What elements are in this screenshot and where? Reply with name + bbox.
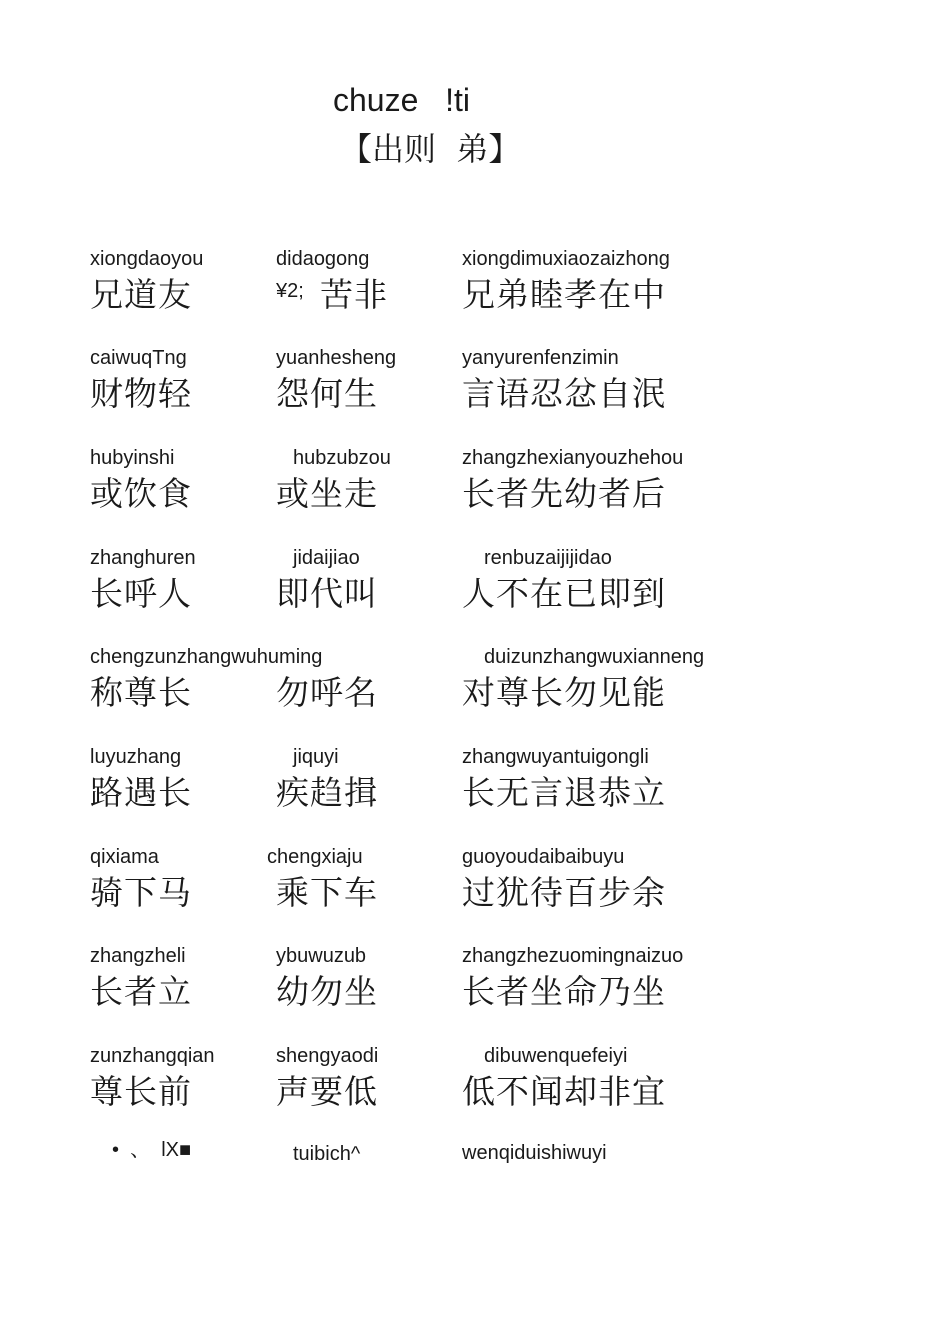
verse-row-5	[0, 645, 950, 735]
verse-text: 兄弟睦孝在中	[462, 275, 666, 314]
verse-text: 过犹待百步余	[462, 873, 666, 912]
pinyin-line: zunzhangqian	[90, 1045, 215, 1067]
verse-text: 称尊长	[90, 673, 192, 712]
pinyin-line: dibuwenquefeiyi	[484, 1045, 628, 1067]
title-chinese: 【出则 弟】	[340, 130, 521, 168]
verse-text: 即代叫	[276, 574, 378, 613]
pinyin-line: yanyurenfenzimin	[462, 347, 619, 369]
verse-text: 兄道友	[90, 275, 192, 314]
verse-text: 或坐走	[276, 474, 378, 513]
pinyin-line: xiongdimuxiaozaizhong	[462, 248, 670, 270]
verse-row-9	[0, 1044, 950, 1134]
verse-row-8	[0, 944, 950, 1034]
pinyin-line: zhangwuyantuigongli	[462, 746, 649, 768]
verse-text: 幼勿坐	[276, 972, 378, 1011]
pinyin-line: xiongdaoyou	[90, 248, 204, 270]
verse-text: 尊长前	[90, 1072, 192, 1111]
verse-text: 疾趋揖	[276, 773, 378, 812]
pinyin-line: chengxiaju	[267, 846, 363, 868]
verse-text: 乘下车	[276, 873, 378, 912]
verse-text: 或饮食	[90, 474, 192, 513]
pinyin-line: hubzubzou	[293, 447, 391, 469]
verse-text: 财物轻	[90, 374, 192, 413]
verse-text: 怨何生	[276, 374, 378, 413]
verse-text: 苦非	[320, 275, 388, 311]
pinyin-line: wenqiduishiwuyi	[462, 1142, 607, 1164]
verse-text: 言语忍忿自泯	[462, 374, 666, 413]
verse-row-2	[0, 346, 950, 436]
pinyin-line: yuanhesheng	[276, 347, 397, 369]
pinyin-line: zhangzhezuomingnaizuo	[462, 945, 684, 967]
pinyin-line: didaogong	[276, 248, 370, 270]
verse-row-7	[0, 845, 950, 935]
verse-text: 骑下马	[90, 873, 192, 912]
pinyin-line: zhangzheli	[90, 945, 186, 967]
pinyin-line: duizunzhangwuxianneng	[484, 646, 705, 668]
pinyin-line: hubyinshi	[90, 447, 175, 469]
pinyin-line: chengzunzhangwuhuming	[90, 646, 323, 668]
garbled-mark: ¥2;	[276, 280, 304, 302]
pinyin-line: shengyaodi	[276, 1045, 379, 1067]
pinyin-line: zhanghuren	[90, 547, 196, 569]
verse-text: 长者先幼者后	[462, 474, 666, 513]
verse-text: 长呼人	[90, 574, 192, 613]
pinyin-line: qixiama	[90, 846, 159, 868]
verse-text: 人不在已即到	[462, 574, 666, 613]
verse-text: 长无言退恭立	[462, 773, 666, 812]
verse-text: 长者立	[90, 972, 192, 1011]
title-pinyin: chuze !ti	[333, 82, 470, 118]
pinyin-line: caiwuqTng	[90, 347, 187, 369]
verse-text: 声要低	[276, 1072, 378, 1111]
verse-text: 长者坐命乃坐	[462, 972, 666, 1011]
pinyin-line: luyuzhang	[90, 746, 182, 768]
pinyin-line: zhangzhexianyouzhehou	[462, 447, 684, 469]
verse-row-1	[0, 247, 950, 337]
pinyin-line: ybuwuzub	[276, 945, 367, 967]
pinyin-line: renbuzaijijidao	[484, 547, 612, 569]
verse-text: 勿呼名	[276, 673, 378, 712]
verse-row-3	[0, 446, 950, 536]
verse-text: 路遇长	[90, 773, 192, 812]
pinyin-line: guoyoudaibaibuyu	[462, 846, 625, 868]
verse-row-10	[0, 1138, 950, 1228]
pinyin-line: jiquyi	[293, 746, 339, 768]
pinyin-line: • 、 lX■	[112, 1139, 192, 1161]
verse-row-6	[0, 745, 950, 835]
verse-text: 低不闻却非宜	[462, 1072, 666, 1111]
pinyin-line: tuibich^	[293, 1143, 361, 1165]
verse-text: 对尊长勿见能	[462, 673, 666, 712]
verse-row-4	[0, 546, 950, 636]
pinyin-line: jidaijiao	[293, 547, 360, 569]
